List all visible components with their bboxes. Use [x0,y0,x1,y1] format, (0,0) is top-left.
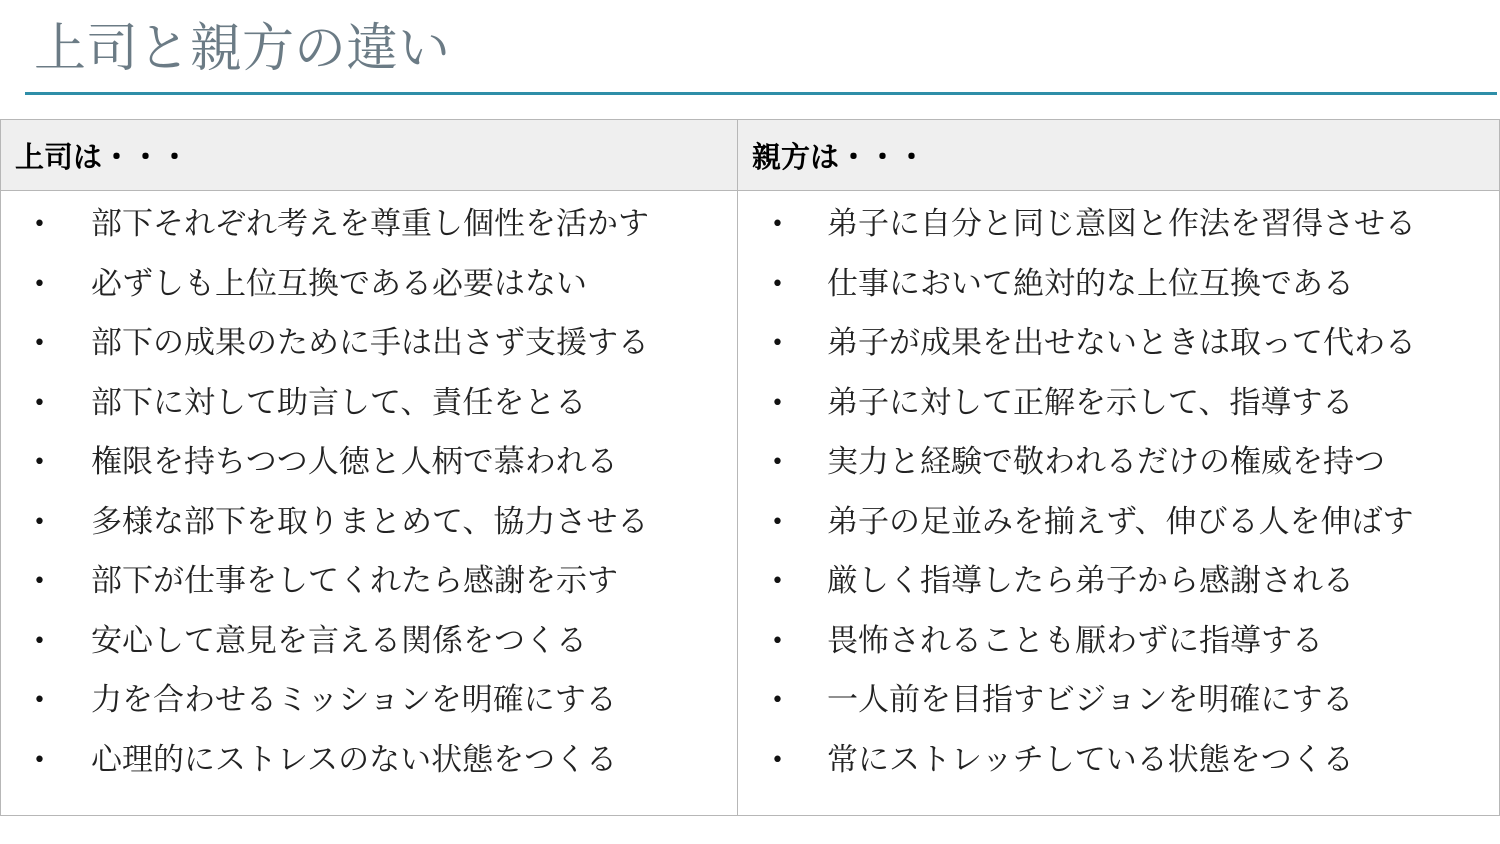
master-item-text: 厳しく指導したら弟子から感謝される [827,563,1354,599]
master-list-item [738,612,1499,672]
master-list-item [738,195,1499,255]
master-item-text: 仕事において絶対的な上位互換である [827,265,1354,302]
slide-title: 上司と親方の違い [34,19,451,79]
bullet-icon: • [33,569,46,594]
master-list-item [738,433,1499,493]
title-underline [25,92,1497,95]
boss-item-text: 部下の成果のために手は出さず支援する [91,325,649,361]
boss-list-item [1,255,737,315]
boss-list-item [1,195,737,255]
bullet-icon: • [33,331,46,356]
bullet-icon: • [33,271,46,297]
boss-item-text: 必ずしも上位互換である必要はない [91,265,587,302]
master-list-item [738,493,1499,553]
boss-list-item [1,612,737,672]
bullet-icon: • [33,628,46,654]
bullet-icon: • [771,271,784,297]
comparison-table [0,119,1500,816]
bullet-icon: • [771,331,784,356]
boss-column [1,191,738,816]
master-item-text: 一人前を目指すビジョンを明確にする [827,682,1354,718]
master-list-item [738,374,1499,434]
boss-item-text: 安心して意見を言える関係をつくる [91,622,587,659]
boss-list-item [1,671,737,731]
master-item-text: 弟子に自分と同じ意図と作法を習得させる [827,206,1416,242]
table-header-row [1,120,1500,191]
bullet-icon: • [33,390,46,416]
master-list-item [738,731,1499,791]
master-item-text: 常にストレッチしている状態をつくる [827,741,1354,778]
boss-item-text: 部下が仕事をしてくれたら感謝を示す [91,563,618,599]
boss-item-text: 力を合わせるミッションを明確にする [91,682,617,718]
master-item-text: 弟子が成果を出せないときは取って代わる [827,325,1416,361]
bullet-icon: • [33,450,46,475]
table-body-row [1,191,1500,816]
master-item-text: 弟子に対して正解を示して、指導する [827,384,1354,421]
master-item-text: 実力と経験で敬われるだけの権威を持つ [827,444,1385,480]
bullet-icon: • [771,509,784,535]
bullet-icon: • [33,509,46,535]
bullet-icon: • [771,628,784,654]
boss-list-item [1,374,737,434]
bullet-icon: • [33,747,46,773]
master-item-text: 弟子の足並みを揃えず、伸びる人を伸ばす [827,503,1414,540]
bullet-icon: • [771,390,784,416]
boss-list-item [1,433,737,493]
boss-item-text: 部下に対して助言して、責任をとる [91,384,587,421]
boss-bullet-list [1,191,737,790]
master-list-item [738,671,1499,731]
bullet-icon: • [771,747,784,773]
boss-item-text: 心理的にストレスのない状態をつくる [91,741,618,778]
boss-list-item [1,731,737,791]
master-list-item [738,255,1499,315]
master-item-text: 畏怖されることも厭わずに指導する [827,622,1323,659]
boss-list-item [1,314,737,374]
bullet-icon: • [33,688,46,713]
master-column [738,191,1500,816]
boss-item-text: 権限を持ちつつ人徳と人柄で慕われる [91,444,618,480]
header-master: 親方は・・・ [738,120,1500,191]
bullet-icon: • [771,450,784,475]
bullet-icon: • [771,569,784,594]
bullet-icon: • [771,688,784,713]
boss-item-text: 多様な部下を取りまとめて、協力させる [91,503,649,540]
header-boss: 上司は・・・ [1,120,738,191]
boss-item-text: 部下それぞれ考えを尊重し個性を活かす [91,206,649,242]
boss-list-item [1,493,737,553]
master-list-item [738,314,1499,374]
boss-list-item [1,552,737,612]
bullet-icon: • [771,212,784,237]
bullet-icon: • [33,212,46,237]
master-list-item [738,552,1499,612]
master-bullet-list [738,191,1499,790]
